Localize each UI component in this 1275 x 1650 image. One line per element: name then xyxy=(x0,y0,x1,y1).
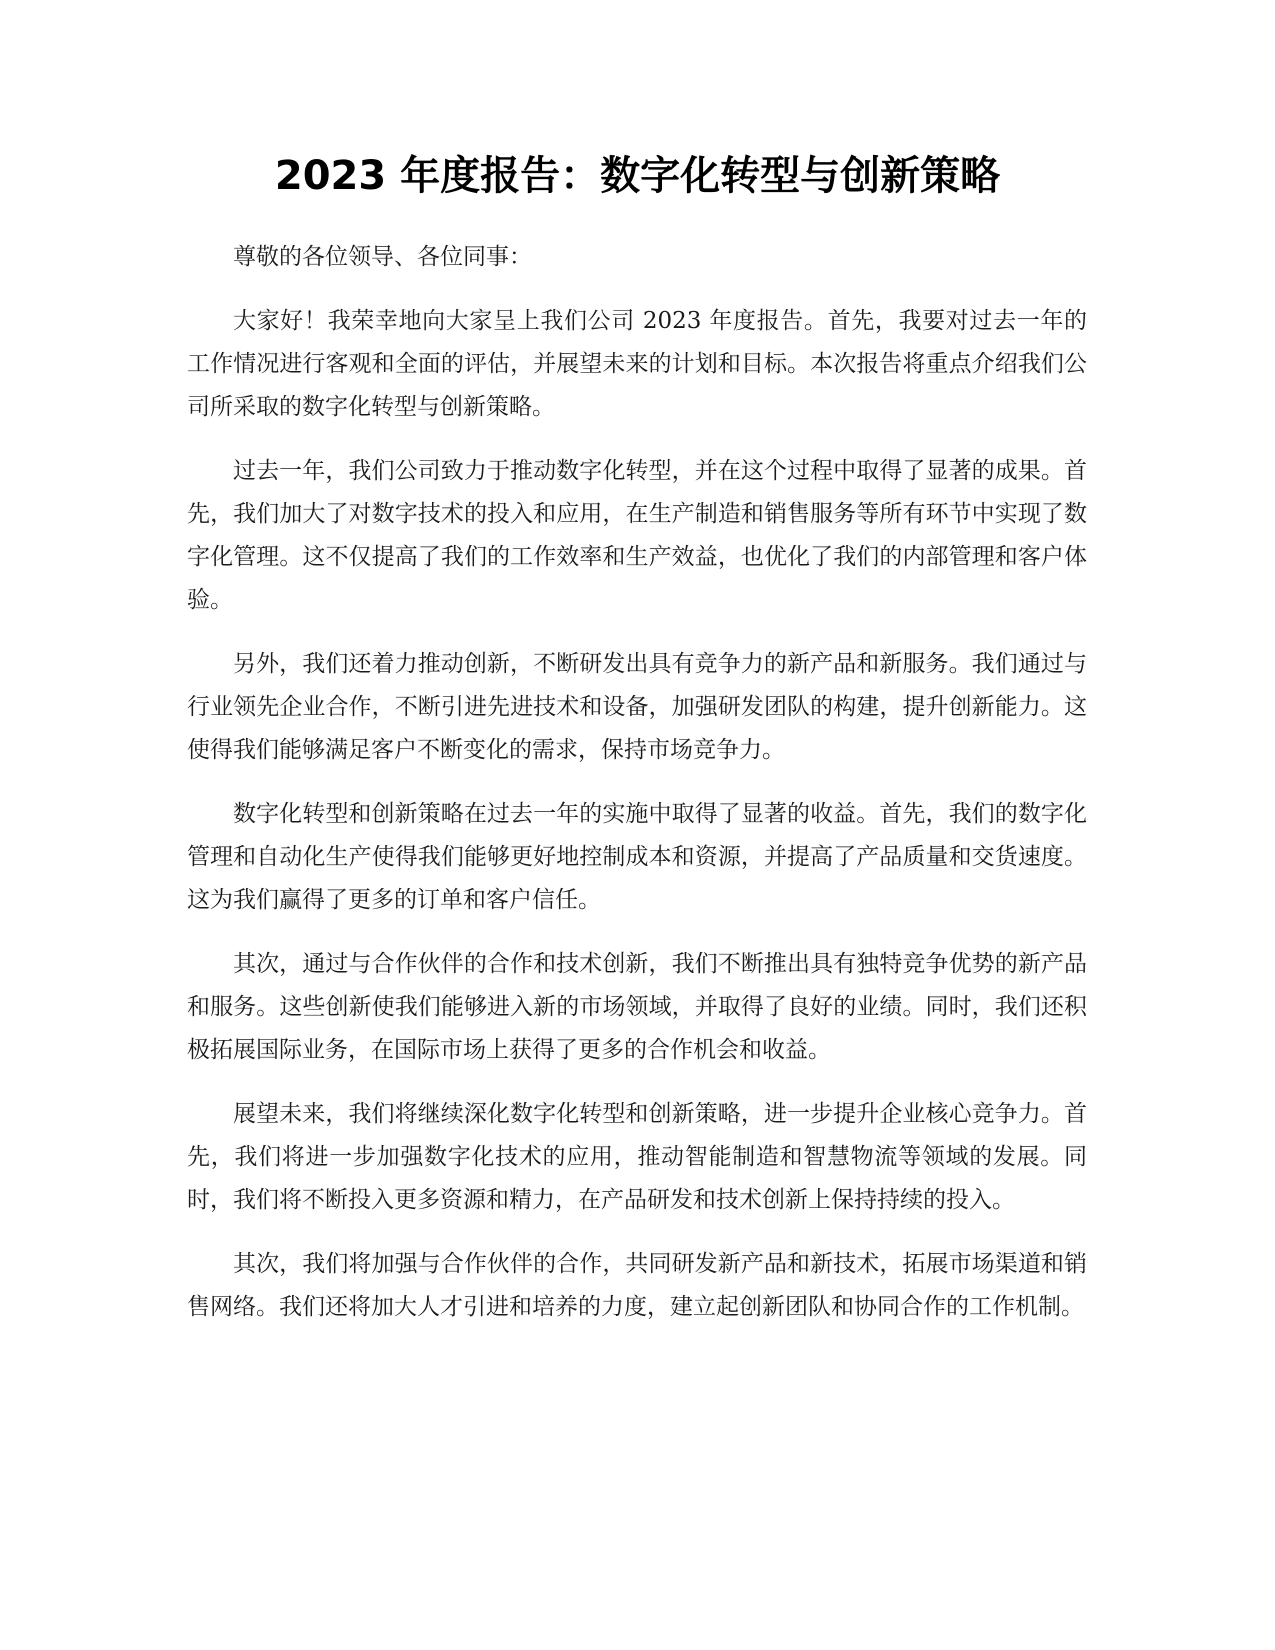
paragraph: 其次，通过与合作伙伴的合作和技术创新，我们不断推出具有独特竞争优势的新产品和服务。这些创新使我们能够进入新的市场领域，并取得了良好的业绩。同时，我们还积极拓展国际业务，在国际市场上获得了更多的合作机会和收益。 xyxy=(187,951,1087,1063)
paragraph: 展望未来，我们将继续深化数字化转型和创新策略，进一步提升企业核心竞争力。首先，我们将进一步加强数字化技术的应用，推动智能制造和智慧物流等领域的发展。同时，我们将不断投入更多资源和精力，在产品研发和技术创新上保持持续的投入。 xyxy=(187,1101,1087,1213)
document-title: 2023 年度报告：数字化转型与创新策略 xyxy=(274,153,1001,199)
paragraph: 过去一年，我们公司致力于推动数字化转型，并在这个过程中取得了显著的成果。首先，我们加大了对数字技术的投入和应用，在生产制造和销售服务等所有环节中实现了数字化管理。这不仅提高了我们的工作效率和生产效益，也优化了我们的内部管理和客户体验。 xyxy=(187,458,1087,613)
paragraph: 另外，我们还着力推动创新，不断研发出具有竞争力的新产品和新服务。我们通过与行业领先企业合作，不断引进先进技术和设备，加强研发团队的构建，提升创新能力。这使得我们能够满足客户不断变化的需求，保持市场竞争力。 xyxy=(187,651,1087,763)
document-body xyxy=(187,236,1087,1350)
paragraph: 大家好！我荣幸地向大家呈上我们公司 2023 年度报告。首先，我要对过去一年的工作情况进行客观和全面的评估，并展望未来的计划和目标。本次报告将重点介绍我们公司所采取的数字化转型与创新策略。 xyxy=(187,308,1087,420)
greeting: 尊敬的各位领导、各位同事： xyxy=(233,244,532,270)
paragraph: 其次，我们将加强与合作伙伴的合作，共同研发新产品和新技术，拓展市场渠道和销售网络。我们还将加大人才引进和培养的力度，建立起创新团队和协同合作的工作机制。 xyxy=(187,1251,1087,1320)
paragraph: 数字化转型和创新策略在过去一年的实施中取得了显著的收益。首先，我们的数字化管理和自动化生产使得我们能够更好地控制成本和资源，并提高了产品质量和交货速度。这为我们赢得了更多的订单和客户信任。 xyxy=(187,801,1087,913)
